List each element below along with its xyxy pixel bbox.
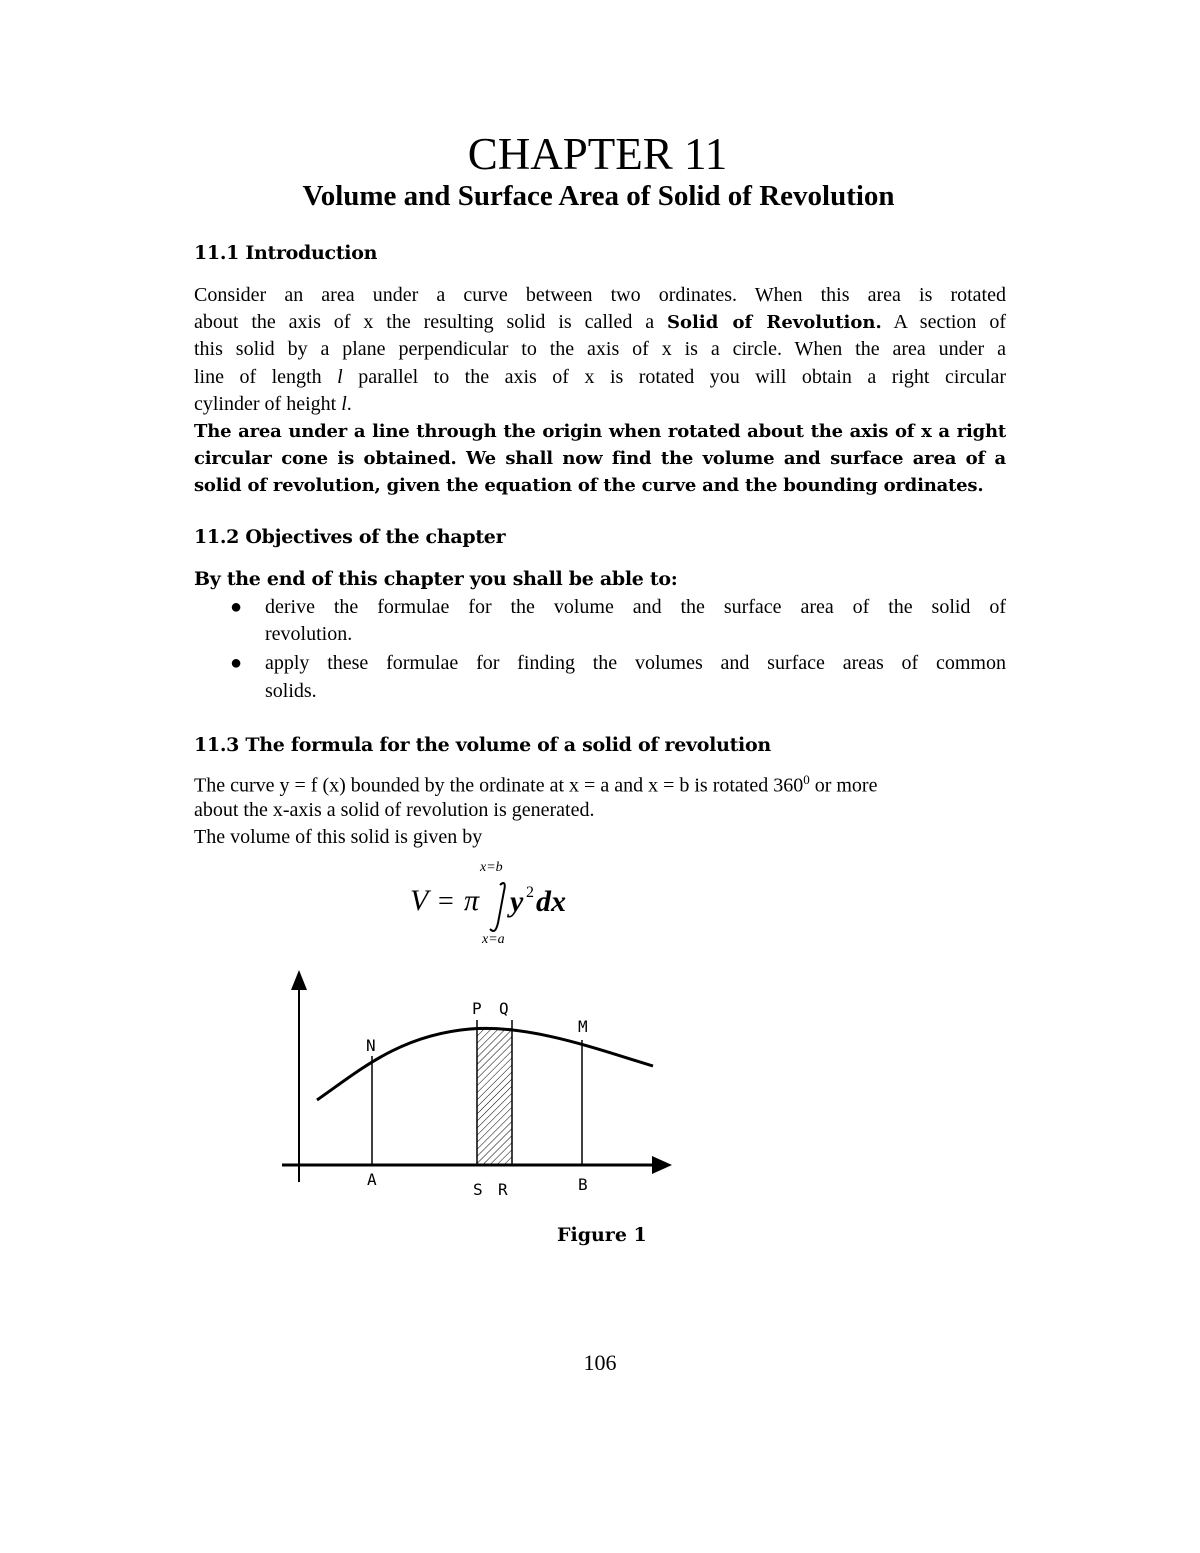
text-line: The area under a line through the origin when rotated about the axis of x a right bbox=[194, 421, 1006, 442]
figure-1-diagram bbox=[270, 960, 690, 1210]
section-heading-introduction: 11.1 Introduction bbox=[194, 242, 378, 264]
x-axis-arrow-icon bbox=[652, 1156, 672, 1174]
label-M: M bbox=[578, 1017, 588, 1036]
text-line: line of length l parallel to the axis of x is rotated you will obtain a right circular bbox=[194, 365, 1007, 388]
label-A: A bbox=[367, 1170, 377, 1189]
formula-lhs: V bbox=[410, 884, 429, 917]
label-P: P bbox=[472, 999, 482, 1018]
introduction-paragraph bbox=[194, 282, 1006, 418]
objectives-lead: By the end of this chapter you shall be able to: bbox=[194, 568, 678, 590]
y-axis-arrow-icon bbox=[291, 970, 307, 990]
label-S: S bbox=[473, 1180, 483, 1199]
text-line: solid of revolution, given the equation of the curve and the bounding ordinates. bbox=[194, 475, 984, 497]
upper-limit: x=b bbox=[480, 860, 503, 875]
bullet-icon: ● bbox=[230, 652, 243, 675]
text-line: this solid by a plane perpendicular to the axis of x is a circle. When the area under a bbox=[194, 338, 1006, 361]
formula-equals: = bbox=[438, 886, 454, 917]
text-line: Consider an area under a curve between two ordinates. When this area is rotated bbox=[194, 284, 1006, 306]
bullet-icon: ● bbox=[230, 596, 243, 618]
figure-caption: Figure 1 bbox=[557, 1224, 647, 1246]
list-item: ● apply these formulae for finding the volumes and surface areas of common solids. bbox=[230, 652, 1006, 702]
integral-sign-icon bbox=[490, 883, 505, 931]
text-line: circular cone is obtained. We shall now find the volume and surface area of a bbox=[194, 448, 1006, 470]
hatched-strip bbox=[477, 1029, 512, 1165]
page-number: 106 bbox=[583, 1350, 617, 1375]
label-R: R bbox=[498, 1180, 508, 1199]
formula-exponent: 2 bbox=[526, 884, 534, 901]
text-line: cylinder of height l. bbox=[194, 392, 352, 415]
section-heading-objectives: 11.2 Objectives of the chapter bbox=[194, 526, 506, 548]
text-line: about the x-axis a solid of revolution is generated. bbox=[194, 799, 595, 821]
bold-term: Solid of Revolution. bbox=[667, 312, 882, 334]
formula-integrand: y bbox=[510, 885, 524, 918]
label-Q: Q bbox=[499, 999, 509, 1018]
formula-dx: dx bbox=[536, 885, 566, 918]
chapter-heading: CHAPTER 11 bbox=[467, 129, 728, 179]
formula-pi: π bbox=[464, 884, 480, 917]
introduction-bold-paragraph bbox=[194, 418, 1006, 500]
text-line: The curve y = f (x) bounded by the ordinate at x = a and x = b is rotated $360^0$ or more bbox=[194, 772, 878, 797]
chapter-title: Volume and Surface Area of Solid of Revolution bbox=[302, 180, 895, 212]
text-line: The volume of this solid is given by bbox=[194, 826, 483, 848]
text-line: about the axis of x the resulting solid is called a Solid of Revolution. A section of bbox=[194, 311, 1006, 334]
label-N: N bbox=[366, 1036, 376, 1055]
label-B: B bbox=[578, 1175, 588, 1194]
section-heading-volume-formula: 11.3 The formula for the volume of a solid of revolution bbox=[194, 734, 771, 756]
volume-formula bbox=[400, 855, 600, 955]
lower-limit: x=a bbox=[482, 932, 505, 947]
list-item: ● derive the formulae for the volume and the surface area of the solid of revolution. bbox=[230, 596, 1006, 646]
objectives-list bbox=[230, 594, 1006, 707]
